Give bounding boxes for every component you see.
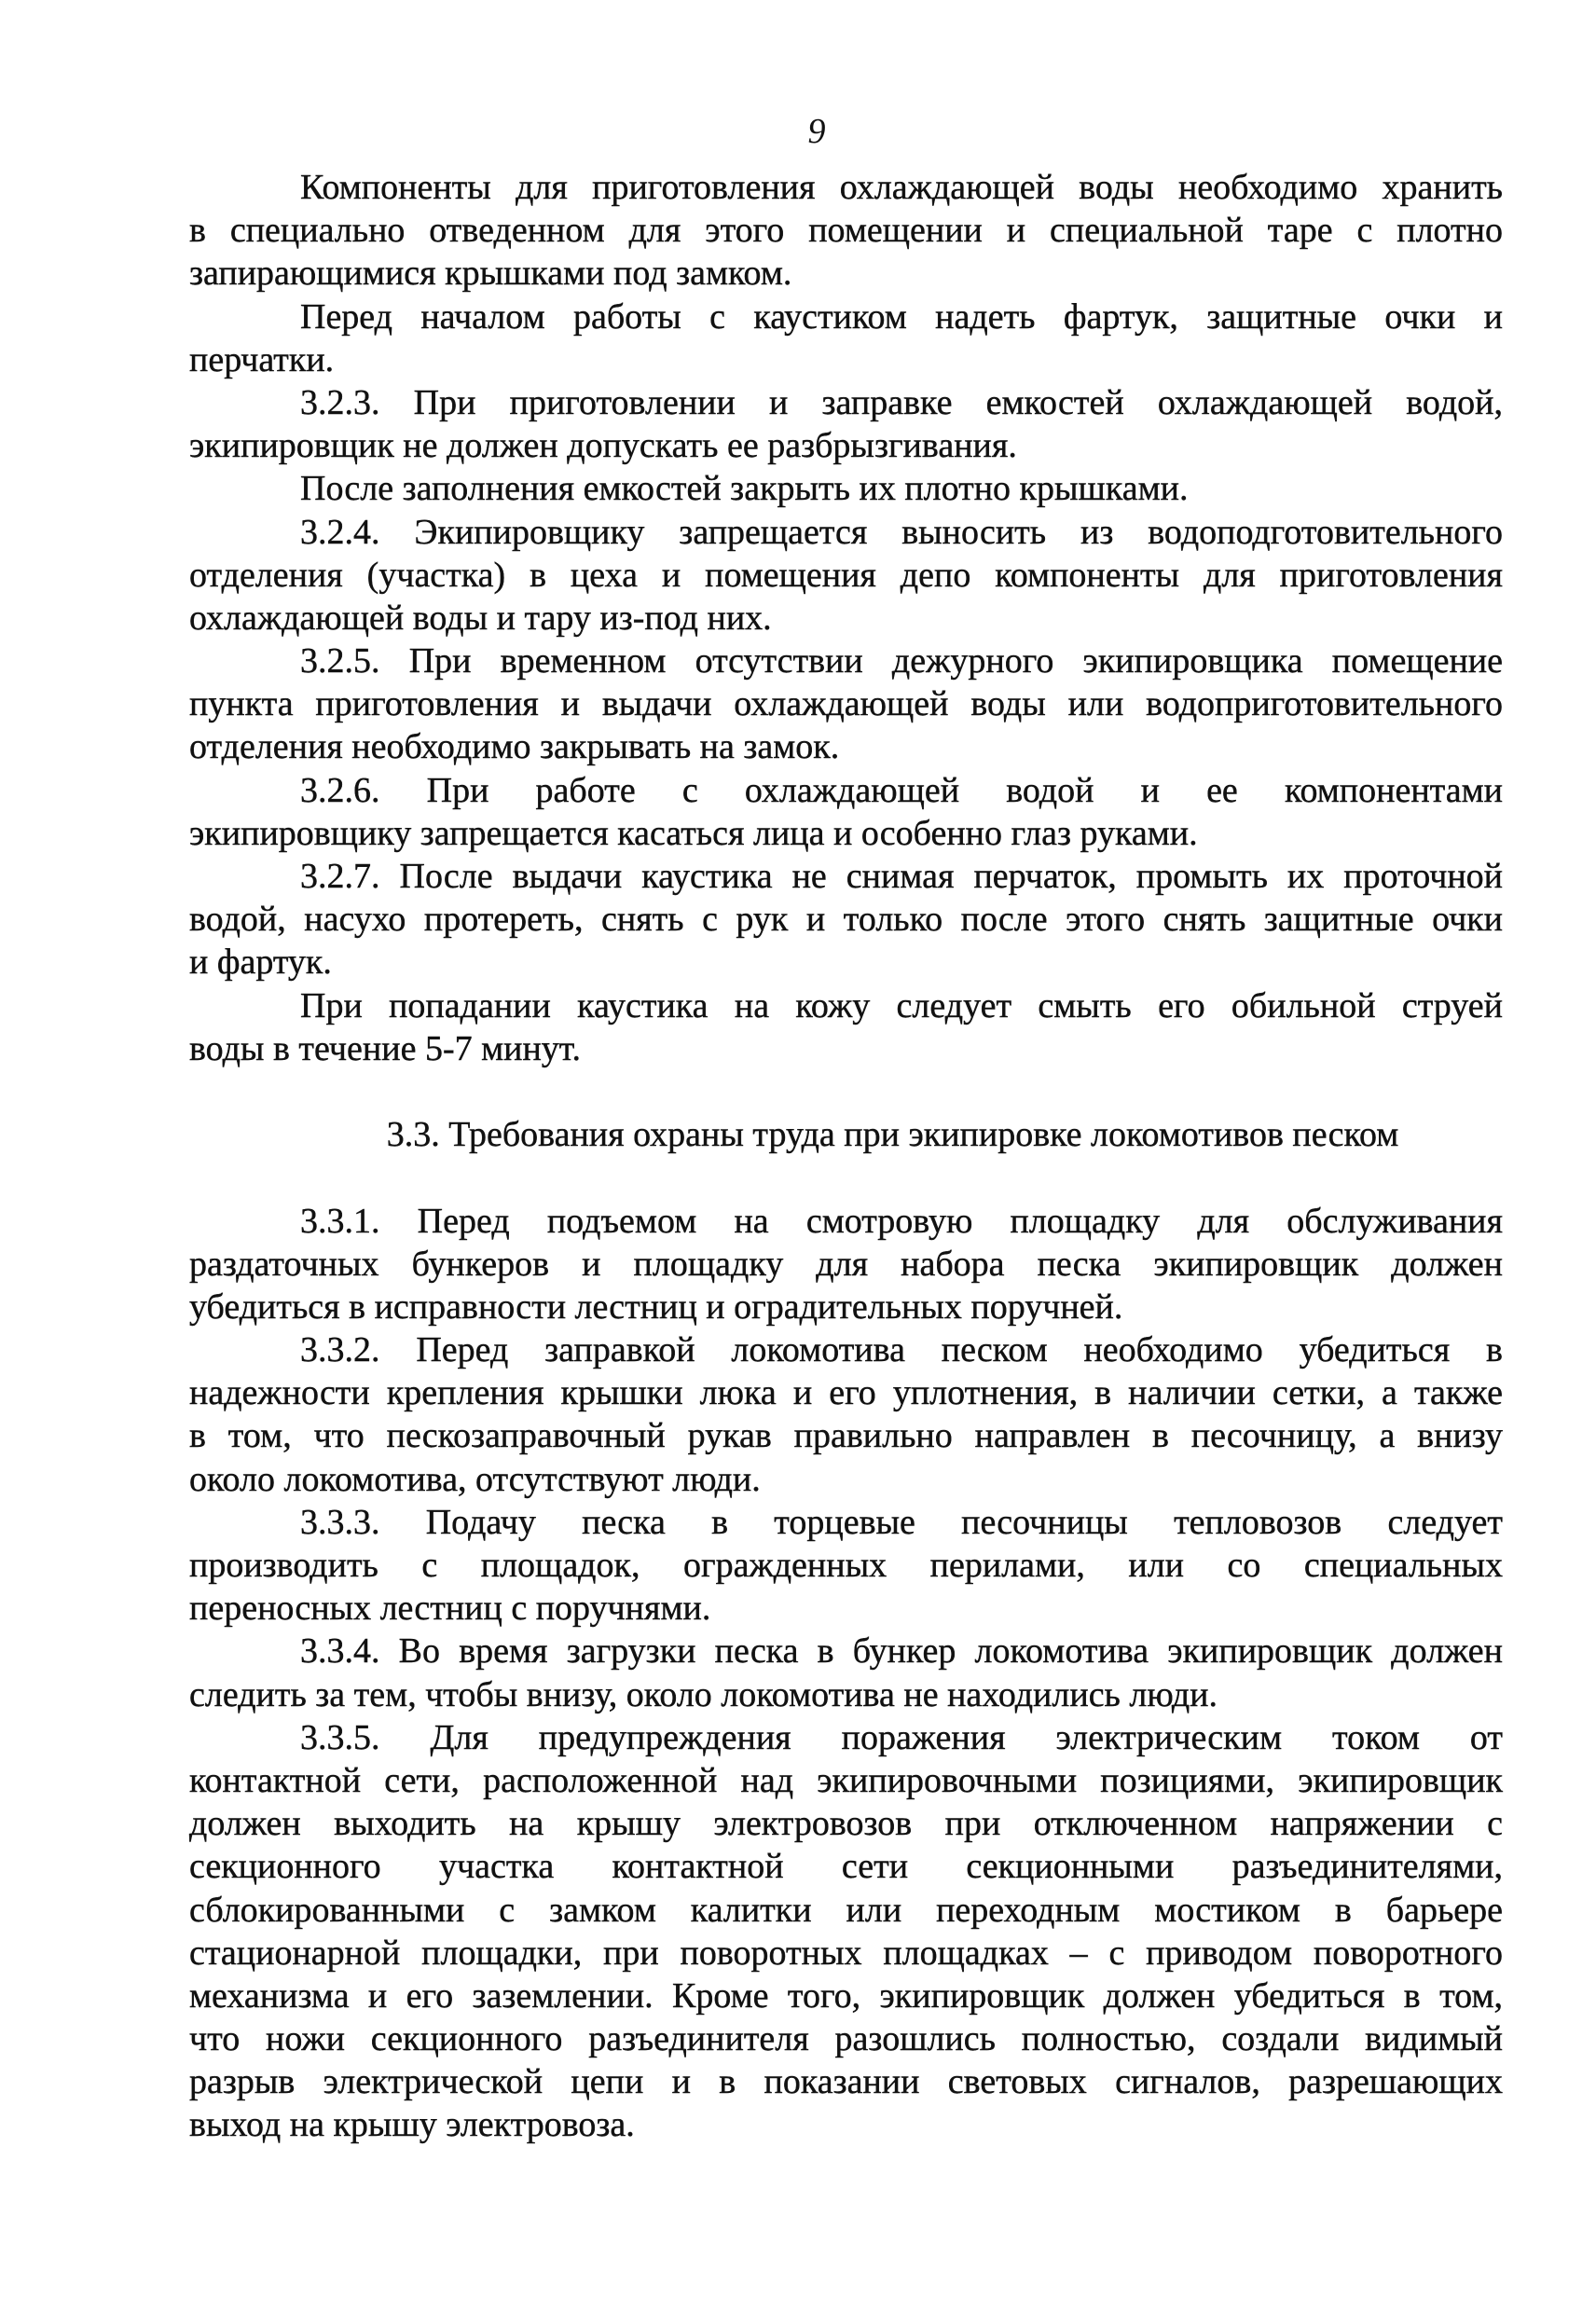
text-line: переносных лестниц с поручнями.: [189, 1589, 711, 1629]
text-line: 3.3.1. Перед подъемом на смотровую площадку для обслуживания: [300, 1201, 1503, 1241]
paragraph: [189, 640, 1503, 769]
paragraph: [189, 511, 1503, 640]
section-heading: [189, 1113, 1503, 1156]
text-line: что ножи секционного разъединителя разошлись полностью, создали видимый: [189, 2019, 1503, 2059]
text-line: производить с площадок, огражденных перилами, или со специальных: [189, 1546, 1503, 1585]
paragraph: [189, 1328, 1503, 1501]
text-line: водой, насухо протереть, снять с рук и только после этого снять защитные очки: [189, 900, 1503, 940]
text-line: стационарной площадки, при поворотных площадках – с приводом поворотного: [189, 1933, 1503, 1973]
text-line: контактной сети, расположенной над экипировочными позициями, экипировщик: [189, 1760, 1503, 1800]
text-line: перчатки.: [189, 339, 335, 379]
text-line: 3.3.2. Перед заправкой локомотива песком необходимо убедиться в: [300, 1330, 1503, 1370]
paragraph: [189, 467, 1503, 510]
text-line: 3.2.3. При приготовлении и заправке емкостей охлаждающей водой,: [300, 382, 1503, 422]
text-line: 3.3.3. Подачу песка в торцевые песочницы тепловозов следует: [300, 1502, 1503, 1542]
text-line: сблокированными с замком калитки или переходным мостиком в барьере: [189, 1890, 1503, 1930]
text-line: должен выходить на крышу электровозов при отключенном напряжении с: [189, 1804, 1503, 1844]
document-body: [189, 166, 1503, 2147]
text-line: воды в течение 5-7 минут.: [189, 1028, 582, 1068]
paragraph: [189, 1200, 1503, 1329]
text-line: 3.3.4. Во время загрузки песка в бункер локомотива экипировщик должен: [300, 1631, 1503, 1672]
text-line: После заполнения емкостей закрыть их плотно крышками.: [300, 469, 1189, 509]
text-line: отделения необходимо закрывать на замок.: [189, 727, 840, 767]
text-line: секционного участка контактной сети секционными разъединителями,: [189, 1847, 1503, 1887]
text-line: Компоненты для приготовления охлаждающей воды необходимо хранить: [300, 168, 1503, 207]
paragraph: [189, 984, 1503, 1070]
text-line: 3.2.5. При временном отсутствии дежурного экипировщика помещение: [300, 641, 1503, 681]
text-line: разрыв электрической цепи и в показании световых сигналов, разрешающих: [189, 2062, 1503, 2102]
paragraph: [189, 855, 1503, 984]
text-line: механизма и его заземлении. Кроме того, экипировщик должен убедиться в том,: [189, 1975, 1503, 2016]
text-line: раздаточных бункеров и площадку для набора песка экипировщик должен: [189, 1244, 1503, 1284]
text-line: выход на крышу электровоза.: [189, 2105, 635, 2145]
text-line: следить за тем, чтобы внизу, около локомотива не находились люди.: [189, 1674, 1218, 1714]
spacer: [189, 1070, 1503, 1113]
text-line: отделения (участка) в цеха и помещения депо компоненты для приготовления: [189, 555, 1503, 595]
paragraph: [189, 1716, 1503, 2147]
text-line: Перед началом работы с каустиком надеть фартук, защитные очки и: [300, 296, 1503, 337]
text-line: убедиться в исправности лестниц и оградительных поручней.: [189, 1287, 1123, 1327]
text-line: 3.2.6. При работе с охлаждающей водой и ее компонентами: [300, 770, 1503, 810]
text-line: экипировщику запрещается касаться лица и особенно глаз руками.: [189, 813, 1198, 853]
text-line: При попадании каустика на кожу следует смыть его обильной струей: [300, 985, 1503, 1025]
paragraph: [189, 166, 1503, 296]
paragraph: [189, 1630, 1503, 1715]
text-line: 3.2.4. Экипировщику запрещается выносить из водоподготовительного: [300, 512, 1503, 552]
text-line: пункта приготовления и выдачи охлаждающей воды или водоприготовительного: [189, 684, 1503, 724]
paragraph: [189, 381, 1503, 467]
text-line: экипировщик не должен допускать ее разбрызгивания.: [189, 426, 1017, 466]
heading-line: 3.3. Требования охраны труда при экипировке локомотивов песком: [386, 1115, 1399, 1155]
paragraph: [189, 296, 1503, 381]
text-line: надежности крепления крышки люка и его уплотнения, в наличии сетки, а также: [189, 1373, 1503, 1413]
text-line: и фартук.: [189, 943, 332, 983]
text-line: около локомотива, отсутствуют люди.: [189, 1459, 761, 1499]
paragraph: [189, 769, 1503, 855]
spacer: [189, 1156, 1503, 1199]
text-line: в специально отведенном для этого помещении и специальной таре с плотно: [189, 211, 1503, 251]
paragraph: [189, 1501, 1503, 1631]
text-line: 3.3.5. Для предупреждения поражения электрическим током от: [300, 1717, 1503, 1757]
text-line: запирающимися крышками под замком.: [189, 254, 792, 294]
text-line: охлаждающей воды и тару из-под них.: [189, 598, 772, 638]
text-line: 3.2.7. После выдачи каустика не снимая перчаток, промыть их проточной: [300, 857, 1503, 896]
page-number: 9: [807, 112, 826, 151]
text-line: в том, что пескозаправочный рукав правильно направлен в песочницу, а внизу: [189, 1416, 1503, 1456]
